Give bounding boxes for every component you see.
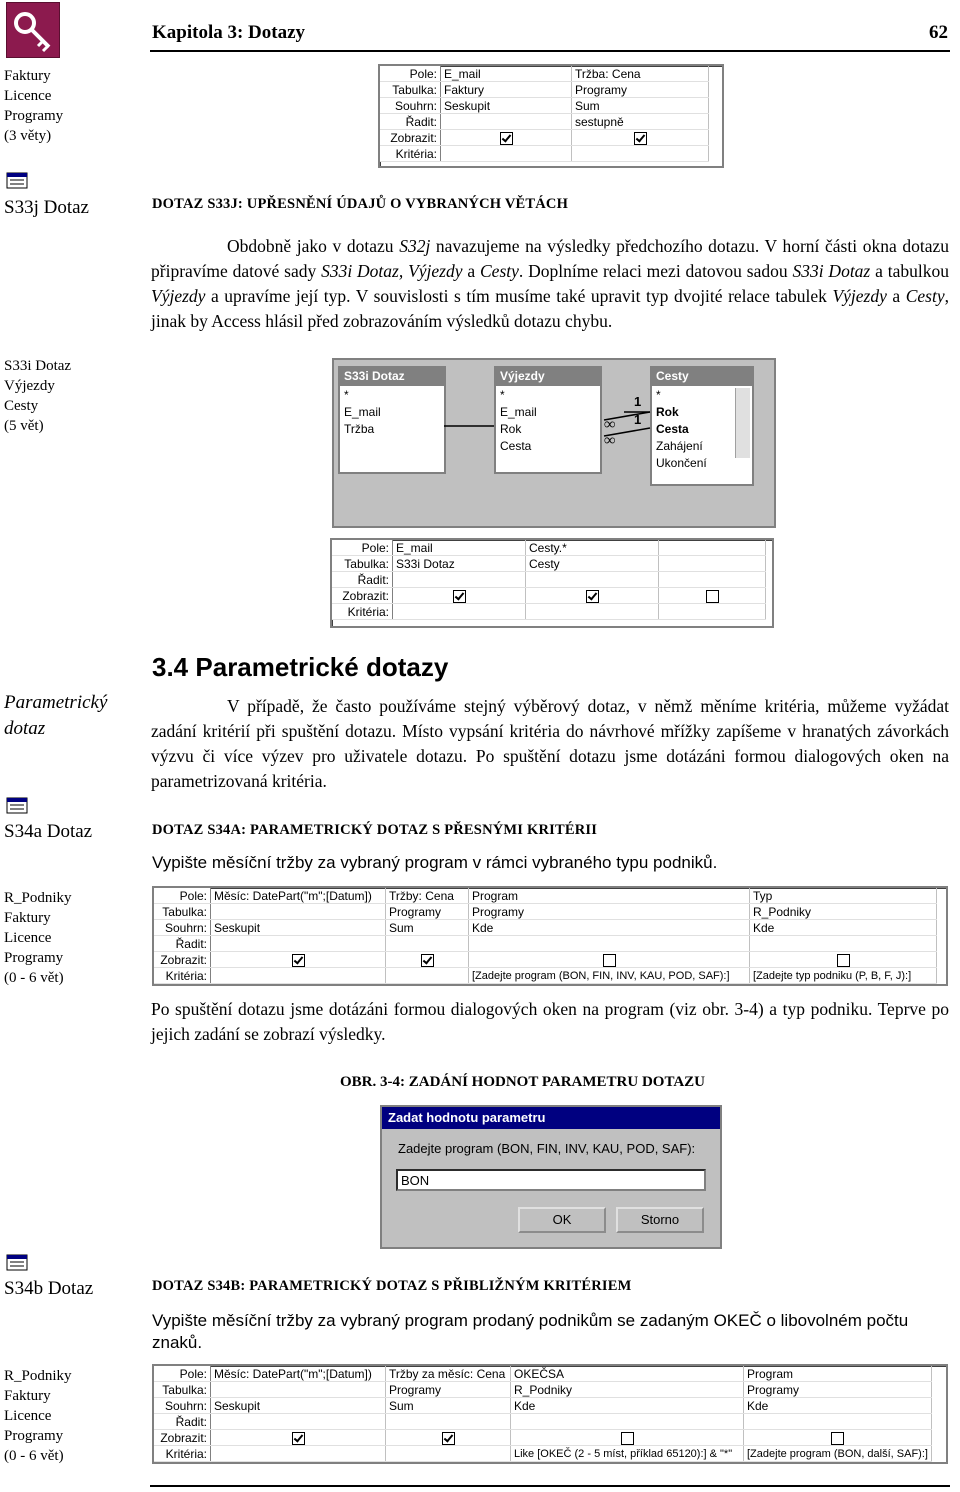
show-checkbox[interactable] [453,590,466,603]
margin-label-s34b: S34b Dotaz [4,1278,94,1299]
footer-rule [150,1485,950,1487]
table-box-s33i[interactable]: S33i Dotaz * E_mail Tržba [338,366,446,474]
margin-table-list: R_Podniky Faktury Licence Programy (0 - 6 vět) [4,890,72,986]
table-box-vyjezdy[interactable]: Výjezdy * E_mail Rok Cesta [494,366,602,474]
task-s34a: Vypište měsíční tržby za vybraný program v rámci vybraného typu podniků. [152,853,718,872]
paragraph-parametric: V případě, že často používáme stejný výběrový dotaz, v němž měníme kritéria, můžeme vyžádat zadání kritérií při spuštění dotazu. Místo vypsání kritéria do návrhové mřížky zapíšeme v hranatých závorkách výzvu či více výzev pro uživatele dotazu. Po spuštění dotazu jsme dotázáni formou dialogových oken na parametrizovaná kritéria. [151,696,949,791]
task-s34b: Vypište měsíční tržby za vybraný program prodaný podnikům se zadaným OKEČ o libovolném počtu znaků. [152,1311,909,1352]
margin-label-s34a: S34a Dotaz [4,821,93,842]
dialog-titlebar: Zadat hodnotu parametru [382,1107,720,1129]
query-grid-s34b: Pole: Měsíc: DatePart("m";[Datum]) Tržby za měsíc: Cena OKEČSA Program Tabulka: Programy R_Podniky Programy Souhrn: Seskupit Sum Kde Kde Řadit: Zobrazit: Kritéria: Like [OKEČ (2 - 5 míst, příklad 65120):] & "*" [Zadejte program (BON, další, SAF):] [152,1364,948,1464]
show-checkbox[interactable] [837,954,850,967]
dialog-prompt: Zadejte program (BON, FIN, INV, KAU, POD, SAF): [398,1141,696,1156]
margin-item: (3 věty) [4,128,52,144]
show-checkbox[interactable] [421,954,434,967]
query-icon [6,1252,30,1272]
show-checkbox[interactable] [586,590,599,603]
paragraph-s33j: Obdobně jako v dotazu S32j navazujeme na výsledky předchozího dotazu. V horní části okna dotazu připravíme datové sady S33i Dotaz, Výjezdy a Cesty. Doplníme relaci mezi datovou sadou S33i Dotaz a tabulkou Výjezdy a upravíme její typ. V souvislosti s tím musíme také upravit typ dvojité relace tabulek Výjezdy a Cesty, jinak by Access hlásil před zobrazováním výsledků dotazu chybu. [151,236,949,331]
margin-label-parametric: Parametrický dotaz [4,692,108,739]
section-heading: 3.4 Parametrické dotazy [152,652,449,682]
show-checkbox[interactable] [292,1432,305,1445]
access-key-logo [6,2,60,58]
heading-s34b: DOTAZ S34B: PARAMETRICKÝ DOTAZ S PŘIBLIŽNÝM KRITÉRIEM [152,1278,632,1294]
show-checkbox[interactable] [621,1432,634,1445]
table-box-cesty[interactable]: Cesty * Rok Cesta Zahájení Ukončení [650,366,754,486]
show-checkbox[interactable] [292,954,305,967]
relationship-lines [334,360,774,526]
ok-button[interactable]: OK [518,1207,606,1233]
margin-table-list: S33i Dotaz Výjezdy Cesty (5 vět) [4,358,72,434]
show-checkbox[interactable] [603,954,616,967]
relationship-diagram: S33i Dotaz * E_mail Tržba Výjezdy * E_mail Rok Cesta Cesty * Rok Cesta Zahájení Ukončení 1 1 ∞ ∞ [332,358,776,528]
paragraph-after-s34a: Po spuštění dotazu jsme dotázáni formou dialogových oken na program (viz obr. 3-4) a typ podniku. Teprve po jejich zadání se zobrazí výsledky. [151,999,949,1044]
cancel-button[interactable]: Storno [616,1207,704,1233]
heading-s34a: DOTAZ S34A: PARAMETRICKÝ DOTAZ S PŘESNÝMI KRITÉRII [152,822,598,838]
show-checkbox[interactable] [706,590,719,603]
margin-item: Faktury [4,68,51,84]
chapter-title: Kapitola 3: Dotazy [152,22,306,43]
margin-item: Programy [4,108,64,124]
figure-caption: OBR. 3-4: ZADÁNÍ HODNOT PARAMETRU DOTAZU [340,1074,706,1090]
margin-table-list [4,66,63,146]
query-grid-s34a: Pole: Měsíc: DatePart("m";[Datum]) Tržby: Cena Program Typ Tabulka: Programy Programy R_Podniky Souhrn: Seskupit Sum Kde Kde Řadit: Zobrazit: Kritéria: [Zadejte program (BON, FIN, INV, KAU, POD, SAF):] [Zadejte typ podniku (P, B, F, J):] [152,886,948,986]
query-icon [6,170,30,190]
query-grid-2: Pole: E_mail Cesty.* Tabulka: S33i Dotaz Cesty Řadit: Zobrazit: Kritéria: [330,538,774,628]
margin-label-s33j: S33j Dotaz [4,197,89,218]
margin-table-list: R_Podniky Faktury Licence Programy (0 - 6 vět) [4,1368,72,1464]
header-rule [150,50,950,52]
show-checkbox[interactable] [634,132,647,145]
show-checkbox[interactable] [831,1432,844,1445]
show-checkbox[interactable] [500,132,513,145]
parameter-input[interactable] [396,1169,706,1191]
margin-item: Licence [4,88,52,104]
parameter-dialog [380,1105,722,1249]
query-icon [6,795,30,815]
query-grid-1: Pole: E_mail Tržba: Cena Tabulka: Faktury Programy Souhrn: Seskupit Sum Řadit: sestupně Zobrazit: Kritéria: [378,64,724,168]
page-number: 62 [929,22,948,43]
heading-s33j: DOTAZ S33J: UPŘESNĚNÍ ÚDAJŮ O VYBRANÝCH VĚTÁCH [152,196,569,212]
show-checkbox[interactable] [442,1432,455,1445]
